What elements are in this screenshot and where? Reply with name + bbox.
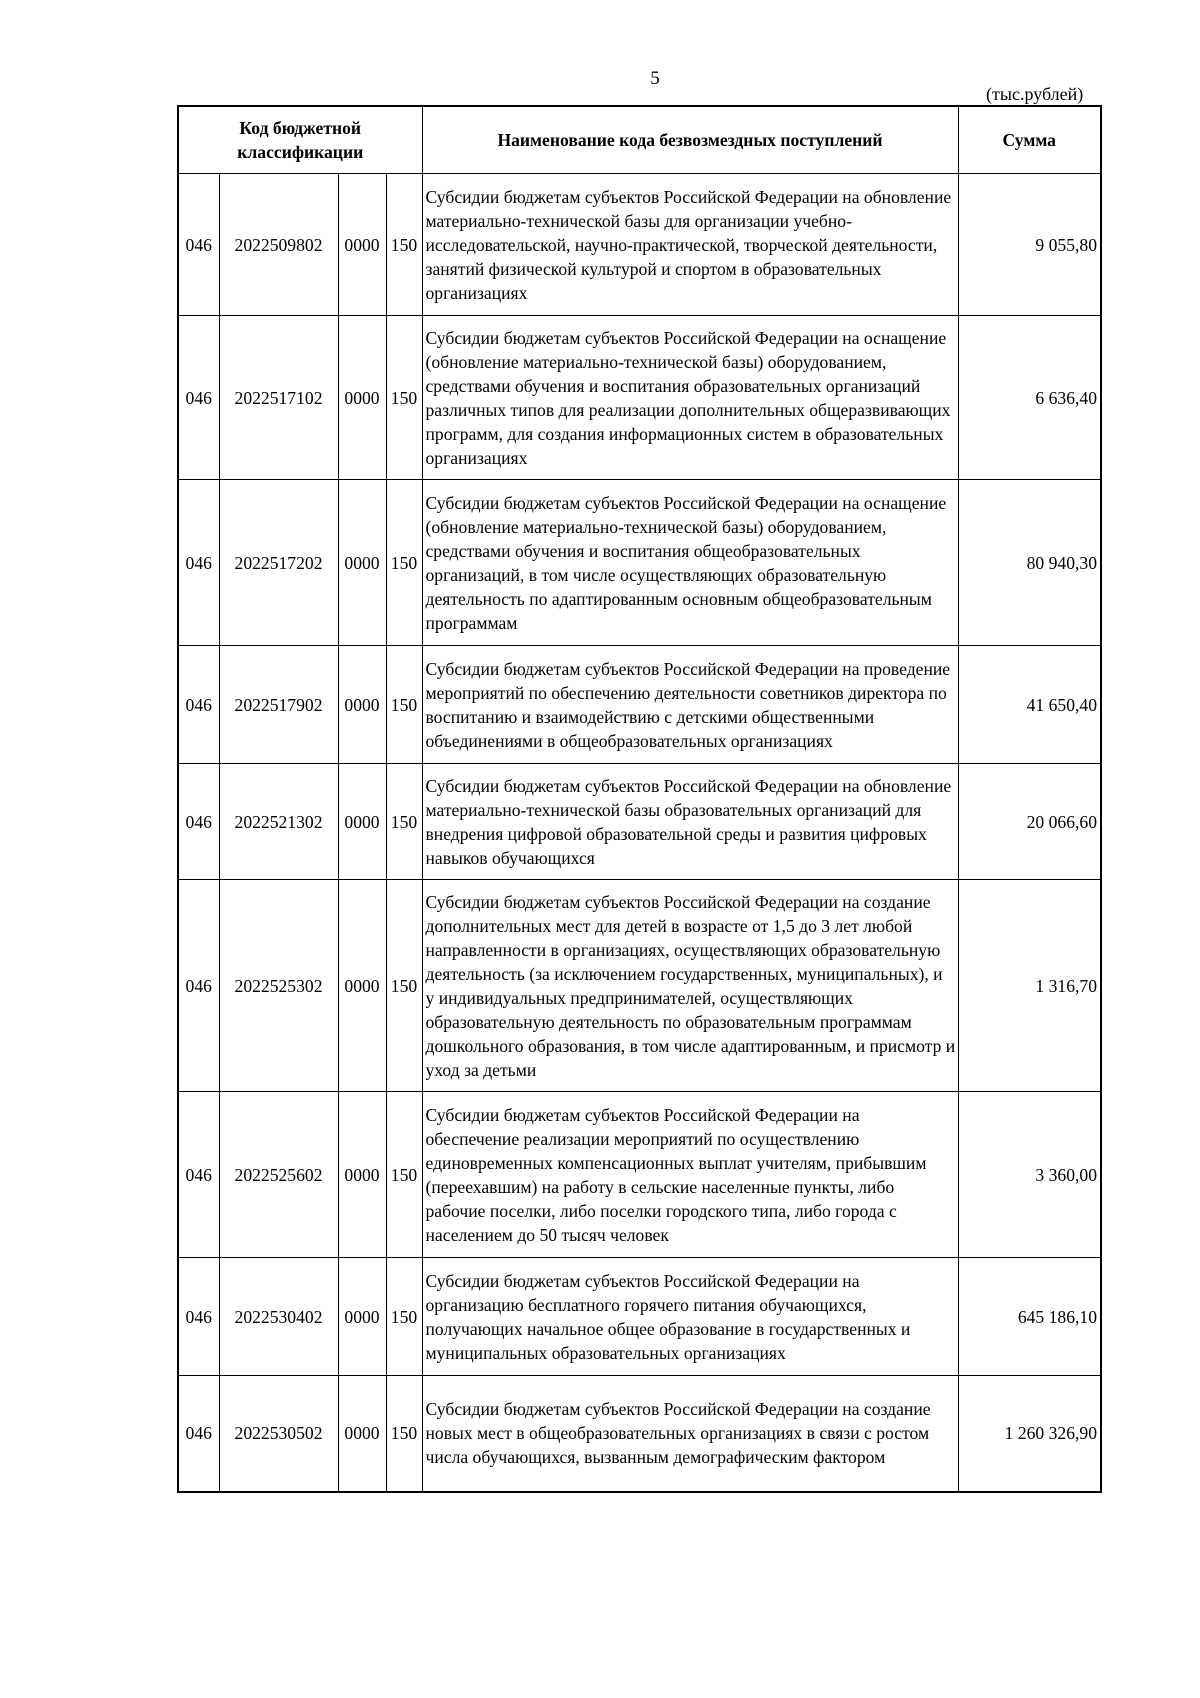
row-kosgu-code: 150	[386, 316, 422, 480]
row-kosgu-code: 150	[386, 480, 422, 646]
row-name: Субсидии бюджетам субъектов Российской Федерации на обеспечение реализации мероприятий по осуществлению единовременных компенсационных выплат учителям, прибывшим (переехавшим) на работу в сельские населенные пункты, либо рабочие поселки, либо поселки городского типа, либо города с населением до 50 тысяч человек	[422, 1092, 958, 1258]
table-row	[178, 764, 1101, 880]
row-program-code: 0000	[338, 880, 386, 1092]
row-budget-code: 2022525302	[219, 880, 338, 1092]
row-name: Субсидии бюджетам субъектов Российской Федерации на оснащение (обновление материально-технической базы) оборудованием, средствами обучения и воспитания общеобразовательных организаций, в том числе осуществляющих образовательную деятельность по адаптированным основным общеобразовательным программам	[422, 480, 958, 646]
row-sum: 41 650,40	[958, 646, 1101, 764]
row-sum: 80 940,30	[958, 480, 1101, 646]
row-program-code: 0000	[338, 646, 386, 764]
table-row	[178, 1092, 1101, 1258]
row-sum: 1 260 326,90	[958, 1376, 1101, 1492]
table-row	[178, 880, 1101, 1092]
row-admin-code: 046	[178, 480, 219, 646]
header-name: Наименование кода безвозмездных поступлений	[422, 106, 958, 174]
row-admin-code: 046	[178, 316, 219, 480]
row-program-code: 0000	[338, 316, 386, 480]
row-budget-code: 2022530502	[219, 1376, 338, 1492]
row-admin-code: 046	[178, 1376, 219, 1492]
row-budget-code: 2022521302	[219, 764, 338, 880]
row-budget-code: 2022525602	[219, 1092, 338, 1258]
row-budget-code: 2022517902	[219, 646, 338, 764]
row-admin-code: 046	[178, 646, 219, 764]
row-kosgu-code: 150	[386, 174, 422, 316]
row-name: Субсидии бюджетам субъектов Российской Федерации на проведение мероприятий по обеспечению деятельности советников директора по воспитанию и взаимодействию с детскими общественными объединениями в общеобразовательных организациях	[422, 646, 958, 764]
row-program-code: 0000	[338, 480, 386, 646]
row-budget-code: 2022517102	[219, 316, 338, 480]
row-budget-code: 2022509802	[219, 174, 338, 316]
row-program-code: 0000	[338, 1376, 386, 1492]
row-admin-code: 046	[178, 1258, 219, 1376]
row-kosgu-code: 150	[386, 646, 422, 764]
row-kosgu-code: 150	[386, 764, 422, 880]
row-budget-code: 2022530402	[219, 1258, 338, 1376]
table-body	[178, 174, 1101, 1492]
row-name: Субсидии бюджетам субъектов Российской Федерации на обновление материально-технической базы для организации учебно-исследовательской, научно-практической, творческой деятельности, занятий физической культурой и спортом в образовательных организациях	[422, 174, 958, 316]
table-row	[178, 316, 1101, 480]
page-number: 5	[650, 68, 660, 89]
row-sum: 6 636,40	[958, 316, 1101, 480]
table-row	[178, 480, 1101, 646]
row-budget-code: 2022517202	[219, 480, 338, 646]
row-program-code: 0000	[338, 1092, 386, 1258]
table-row	[178, 646, 1101, 764]
row-name: Субсидии бюджетам субъектов Российской Федерации на оснащение (обновление материально-технической базы) оборудованием, средствами обучения и воспитания образовательных организаций различных типов для реализации дополнительных общеразвивающих программ, для создания информационных систем в образовательных организациях	[422, 316, 958, 480]
units-label: (тыс.рублей)	[986, 84, 1084, 104]
row-kosgu-code: 150	[386, 1376, 422, 1492]
header-sum: Сумма	[958, 106, 1101, 174]
row-sum: 3 360,00	[958, 1092, 1101, 1258]
row-program-code: 0000	[338, 764, 386, 880]
row-sum: 9 055,80	[958, 174, 1101, 316]
row-kosgu-code: 150	[386, 1092, 422, 1258]
table-row	[178, 1258, 1101, 1376]
row-admin-code: 046	[178, 764, 219, 880]
row-program-code: 0000	[338, 1258, 386, 1376]
row-name: Субсидии бюджетам субъектов Российской Федерации на организацию бесплатного горячего питания обучающихся, получающих начальное общее образование в государственных и муниципальных образовательных организациях	[422, 1258, 958, 1376]
row-sum: 645 186,10	[958, 1258, 1101, 1376]
row-kosgu-code: 150	[386, 880, 422, 1092]
row-name: Субсидии бюджетам субъектов Российской Федерации на создание новых мест в общеобразовательных организациях в связи с ростом числа обучающихся, вызванным демографическим фактором	[422, 1376, 958, 1492]
row-admin-code: 046	[178, 174, 219, 316]
row-sum: 20 066,60	[958, 764, 1101, 880]
budget-table	[177, 105, 1102, 1493]
row-kosgu-code: 150	[386, 1258, 422, 1376]
row-name: Субсидии бюджетам субъектов Российской Федерации на создание дополнительных мест для детей в возрасте от 1,5 до 3 лет любой направленности в организациях, осуществляющих образовательную деятельность (за исключением государственных, муниципальных), и у индивидуальных предпринимателей, осуществляющих образовательную деятельность по образовательным программам дошкольного образования, в том числе адаптированным, и присмотр и уход за детьми	[422, 880, 958, 1092]
row-sum: 1 316,70	[958, 880, 1101, 1092]
row-name: Субсидии бюджетам субъектов Российской Федерации на обновление материально-технической базы образовательных организаций для внедрения цифровой образовательной среды и развития цифровых навыков обучающихся	[422, 764, 958, 880]
table-row	[178, 174, 1101, 316]
row-program-code: 0000	[338, 174, 386, 316]
table-row	[178, 1376, 1101, 1492]
table-header-row	[178, 106, 1101, 174]
header-code: Код бюджетной классификации	[178, 106, 422, 174]
row-admin-code: 046	[178, 1092, 219, 1258]
row-admin-code: 046	[178, 880, 219, 1092]
